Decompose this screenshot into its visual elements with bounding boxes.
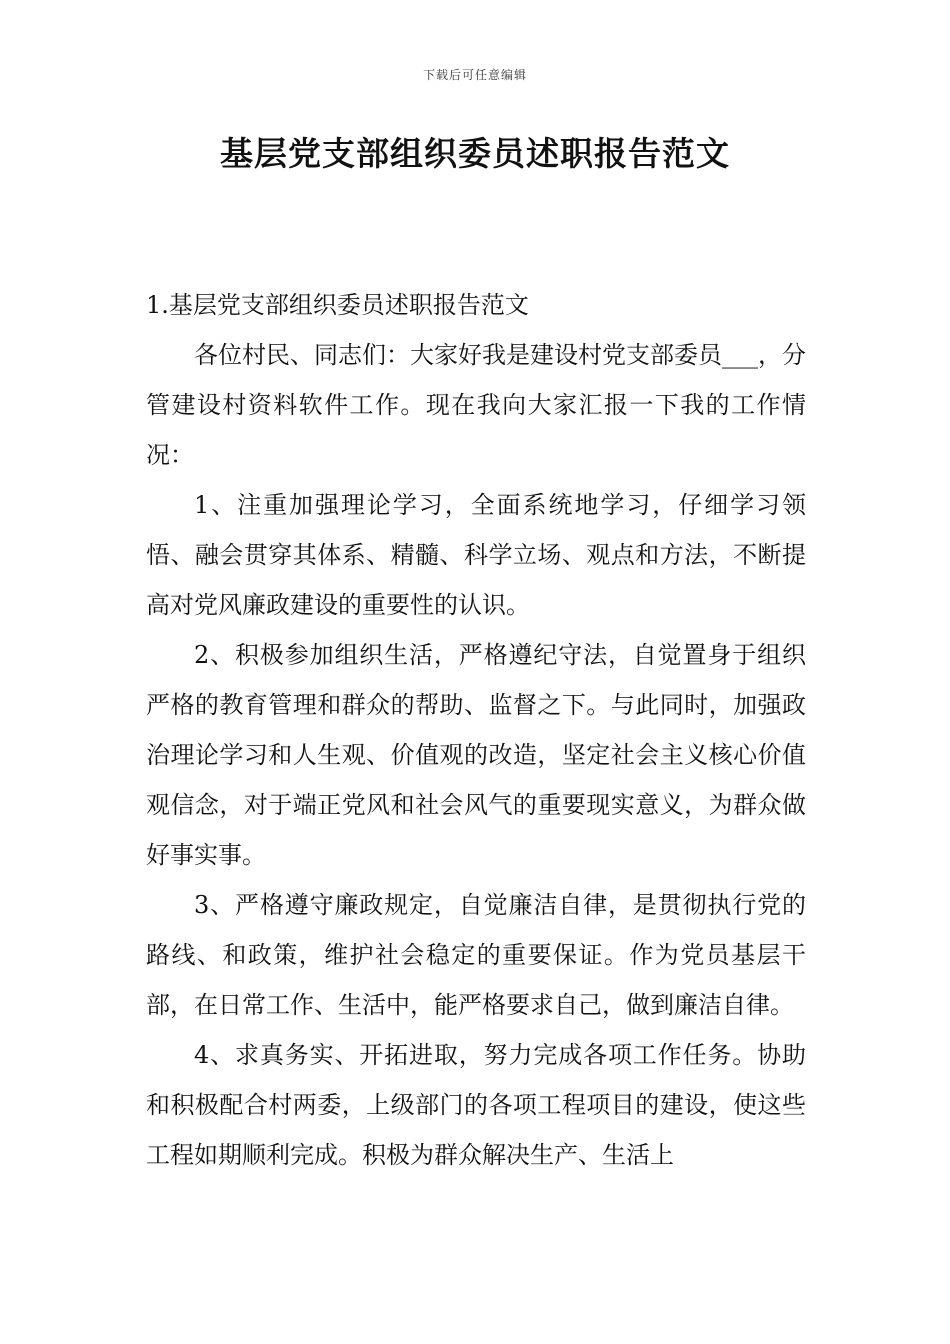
section-heading: 1.基层党支部组织委员述职报告范文 (146, 291, 529, 319)
paragraph-item-3: 3、严格遵守廉政规定，自觉廉洁自律，是贯彻执行党的路线、和政策，维护社会稳定的重要保证。作为党员基层干部，在日常工作、生活中，能严格要求自己，做到廉洁自律。 (146, 891, 806, 1019)
paragraph-greeting: 各位村民、同志们：大家好我是建设村党支部委员___，分管建设村资料软件工作。现在我向大家汇报一下我的工作情况： (146, 341, 806, 469)
paragraph-item-2: 2、积极参加组织生活，严格遵纪守法，自觉置身于组织严格的教育管理和群众的帮助、监督之下。与此同时，加强政治理论学习和人生观、价值观的改造，坚定社会主义核心价值观信念，对于端正党风和社会风气的重要现实意义，为群众做好事实事。 (146, 641, 806, 869)
document-body (146, 280, 806, 1180)
paragraph-item-1: 1、注重加强理论学习，全面系统地学习，仔细学习领悟、融会贯穿其体系、精髓、科学立场、观点和方法，不断提高对党风廉政建设的重要性的认识。 (146, 491, 806, 619)
header-note: 下载后可任意编辑 (422, 68, 527, 82)
document-title: 基层党支部组织委员述职报告范文 (220, 134, 730, 173)
paragraph-item-4: 4、求真务实、开拓进取，努力完成各项工作任务。协助和积极配合村两委，上级部门的各项工程项目的建设，使这些工程如期顺利完成。积极为群众解决生产、生活上 (146, 1041, 806, 1169)
